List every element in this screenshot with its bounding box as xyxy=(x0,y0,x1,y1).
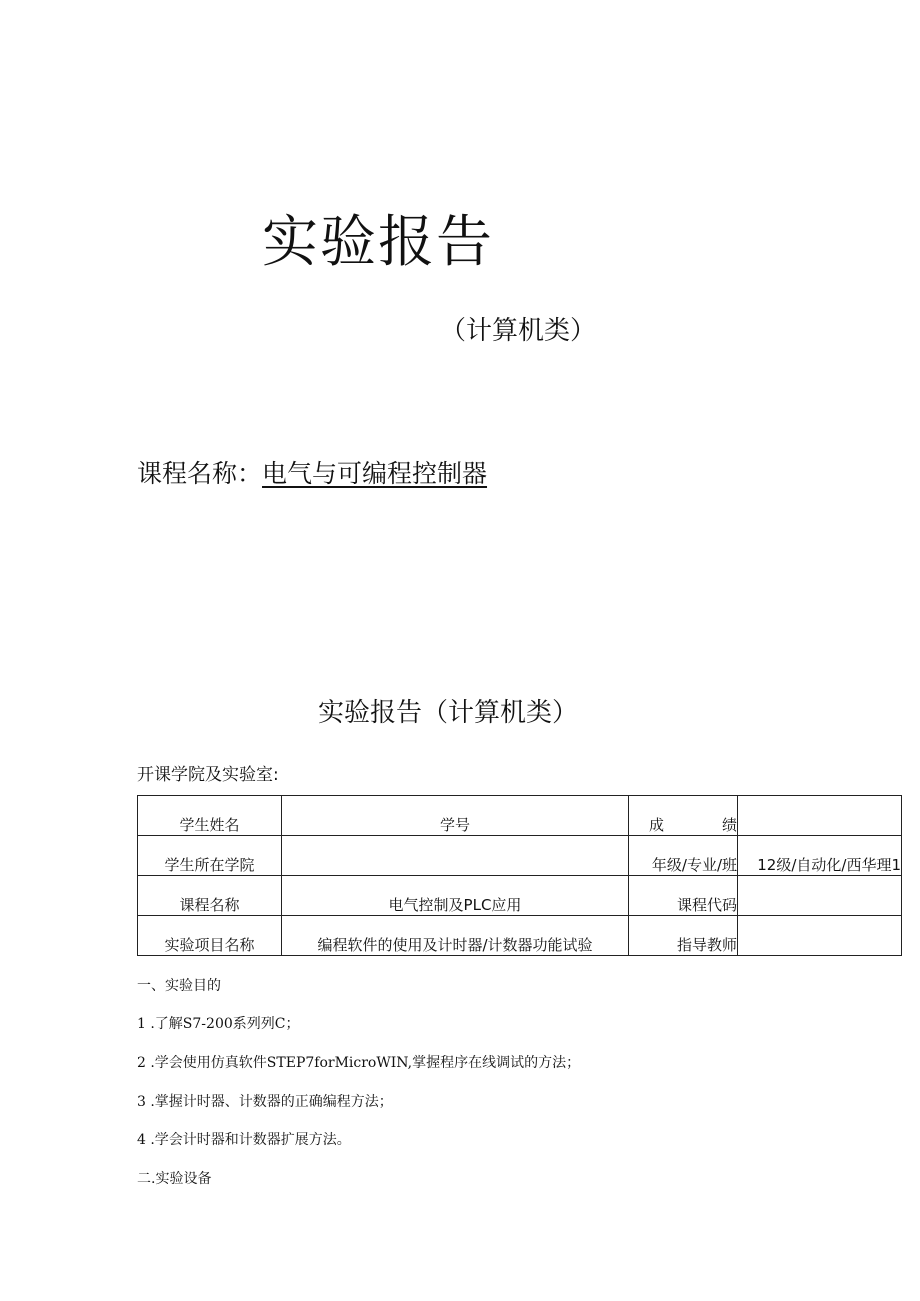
course-value: 电气与可编程控制器 xyxy=(262,459,488,488)
list-item: 1 .了解S7-200系列列C； xyxy=(137,1016,300,1032)
course-code-label: 课程代码 xyxy=(629,876,738,916)
section-purpose-title: 一、实验目的 xyxy=(137,978,221,994)
list-item: 3 .掌握计时器、计数器的正确编程方法； xyxy=(137,1094,393,1110)
course-label: 课程名称： xyxy=(137,459,263,488)
table-row xyxy=(138,836,902,876)
cover-course-line xyxy=(137,454,487,490)
project-name-value: 编程软件的使用及计时器/计数器功能试验 xyxy=(282,916,629,956)
student-college-label: 学生所在学院 xyxy=(138,836,282,876)
list-item: 4 .学会计时器和计数器扩展方法。 xyxy=(137,1132,351,1148)
section-equipment-title: 二.实验设备 xyxy=(137,1171,212,1187)
project-name-label: 实验项目名称 xyxy=(138,916,282,956)
table-row xyxy=(138,876,902,916)
student-info-table xyxy=(137,795,902,956)
class-value: 12级/自动化/西华理1 xyxy=(738,836,902,876)
table-row xyxy=(138,916,902,956)
student-id-label: 学号 xyxy=(282,796,629,836)
course-code-value xyxy=(738,876,902,916)
class-label: 年级/专业/班 xyxy=(629,836,738,876)
cover-title: 实验报告 xyxy=(262,210,494,275)
course-name-value: 电气控制及PLC应用 xyxy=(282,876,629,916)
grade-label-text: 成绩 xyxy=(648,816,795,834)
report-title: 实验报告（计算机类） xyxy=(318,698,579,728)
table-row xyxy=(138,796,902,836)
cover-subtitle: （计算机类） xyxy=(440,316,597,346)
student-college-value xyxy=(282,836,629,876)
grade-label xyxy=(629,796,795,836)
student-name-label: 学生姓名 xyxy=(138,796,282,836)
teacher-value xyxy=(738,916,902,956)
list-item: 2 .学会使用仿真软件STEP7forMicroWIN,掌握程序在线调试的方法； xyxy=(137,1055,581,1071)
teacher-label: 指导教师 xyxy=(629,916,738,956)
course-name-label: 课程名称 xyxy=(138,876,282,916)
college-lab-label: 开课学院及实验室: xyxy=(137,765,279,785)
